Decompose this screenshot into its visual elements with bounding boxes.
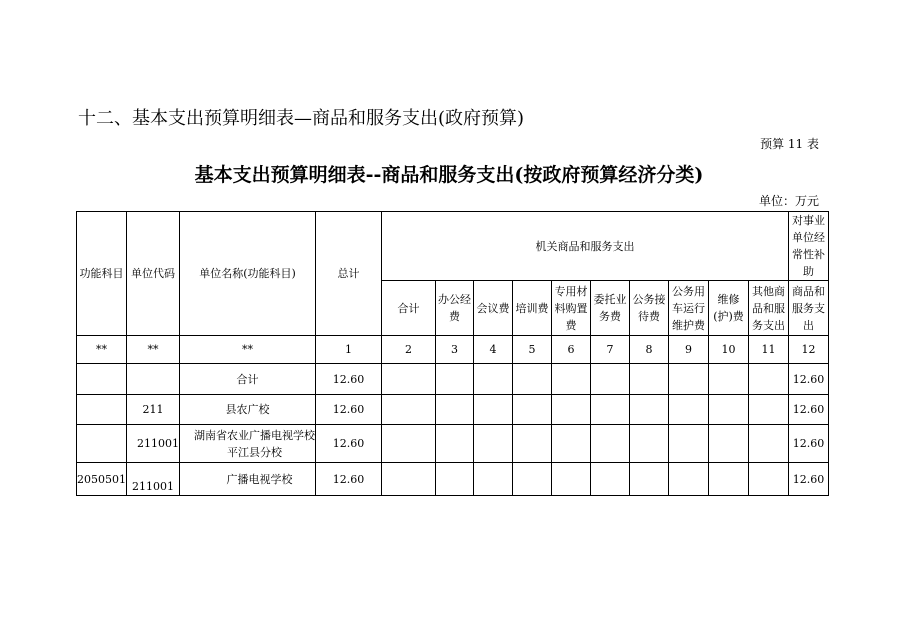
header-agency-col: 办公经费 (436, 281, 474, 336)
cell-col12: 12.60 (789, 364, 829, 395)
header-unit-code: 单位代码 (127, 212, 180, 336)
index-cell: 6 (552, 336, 591, 364)
header-agency-col: 其他商品和服务支出 (749, 281, 789, 336)
index-cell: ** (180, 336, 316, 364)
cell-total: 12.60 (316, 364, 382, 395)
header-agency-col: 公务接待费 (630, 281, 669, 336)
section-title: 十二、基本支出预算明细表—商品和服务支出(政府预算) (78, 108, 525, 129)
header-agency-col: 维修(护)费 (709, 281, 749, 336)
index-cell: 9 (669, 336, 709, 364)
header-agency-col: 培训费 (513, 281, 552, 336)
header-unit-name: 单位名称(功能科目) (180, 212, 316, 336)
header-agency-col: 专用材料购置费 (552, 281, 591, 336)
cell-func (77, 425, 127, 463)
index-cell: 8 (630, 336, 669, 364)
index-cell: 2 (382, 336, 436, 364)
cell-total: 12.60 (316, 463, 382, 496)
cell-code: 211001 (127, 463, 180, 496)
index-cell: ** (77, 336, 127, 364)
header-row-1 (77, 212, 829, 281)
header-agency-col: 会议费 (474, 281, 513, 336)
cell-func (77, 395, 127, 425)
index-cell: 10 (709, 336, 749, 364)
cell-func (77, 364, 127, 395)
cell-total: 12.60 (316, 425, 382, 463)
table-code: 预算 11 表 (760, 137, 819, 151)
index-cell: 3 (436, 336, 474, 364)
table-row (77, 395, 829, 425)
header-subsidy-group: 对事业单位经常性补助 (789, 212, 829, 281)
cell-name: 广播电视学校 (180, 463, 316, 496)
cell-name: 湖南省农业广播电视学校平江县分校 (180, 425, 316, 463)
budget-table (76, 211, 829, 496)
header-agency-col: 公务用车运行维护费 (669, 281, 709, 336)
cell-name: 合计 (180, 364, 316, 395)
header-agency-col: 合计 (382, 281, 436, 336)
page-title: 基本支出预算明细表--商品和服务支出(按政府预算经济分类) (194, 164, 704, 186)
table-row (77, 463, 829, 496)
header-func-subject: 功能科目 (77, 212, 127, 336)
index-cell: 7 (591, 336, 630, 364)
index-cell: 12 (789, 336, 829, 364)
table-row (77, 364, 829, 395)
cell-code: 211001 (127, 425, 180, 463)
table-row (77, 425, 829, 463)
cell-col12: 12.60 (789, 463, 829, 496)
cell-col12: 12.60 (789, 425, 829, 463)
header-total: 总计 (316, 212, 382, 336)
index-cell: 11 (749, 336, 789, 364)
unit-label: 单位：万元 (758, 194, 819, 208)
header-subsidy-col: 商品和服务支出 (789, 281, 829, 336)
index-cell: 4 (474, 336, 513, 364)
cell-code: 211 (127, 395, 180, 425)
cell-col12: 12.60 (789, 395, 829, 425)
cell-total: 12.60 (316, 395, 382, 425)
header-agency-group: 机关商品和服务支出 (382, 212, 789, 281)
index-row (77, 336, 829, 364)
cell-code (127, 364, 180, 395)
index-cell: 5 (513, 336, 552, 364)
index-cell: 1 (316, 336, 382, 364)
cell-name: 县农广校 (180, 395, 316, 425)
index-cell: ** (127, 336, 180, 364)
header-agency-col: 委托业务费 (591, 281, 630, 336)
cell-func: 2050501 (77, 463, 127, 496)
